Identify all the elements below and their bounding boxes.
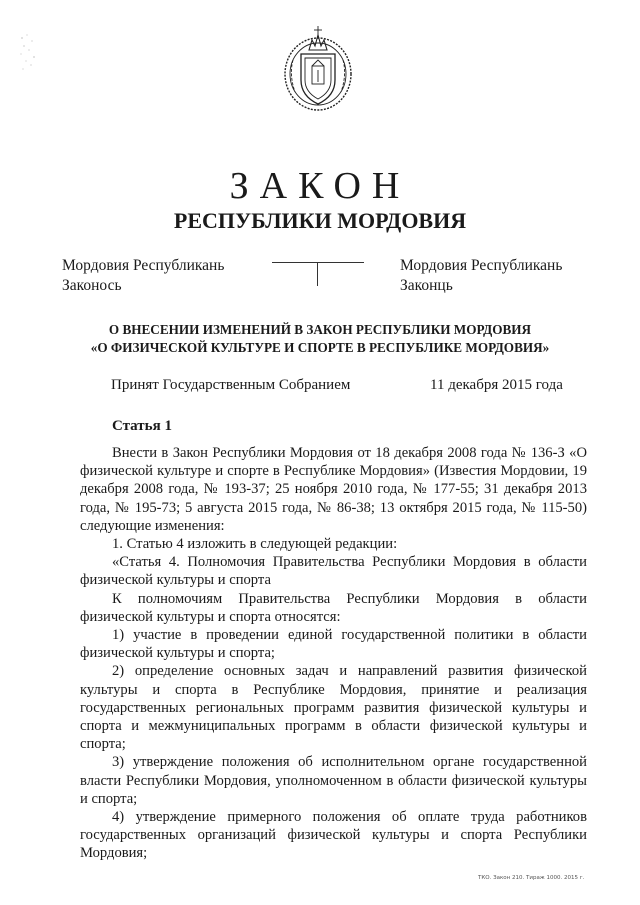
header-left-block [62,256,224,296]
paragraph: Внести в Закон Республики Мордовия от 18 декабря 2008 года № 136-З «О физической культуре и спорте в Республике Мордовия» (Известия Мордовии, 19 декабря 2008 года, № 193-37; 25 ноября 2010 года, № 177-55; 31 декабря 2013 года, № 195-73; 5 августа 2015 года, № 86-38; 13 октября 2015 года, № 115-50) следующие изменения: [80,445,587,534]
header-left-line1: Мордовия Республикань [62,257,225,274]
document-title: ЗАКОН [229,165,411,207]
law-name [60,321,580,357]
paragraph: «Статья 4. Полномочия Правительства Республики Мордовия в области физической культуры и спорта [80,554,587,589]
header-right-line2: Законць [400,277,453,294]
paragraph: 1) участие в проведении единой государственной политики в области физической культуры и спорта; [80,627,587,662]
paragraph: К полномочиям Правительства Республики Мордовия в области физической культуры и спорта относятся: [80,590,587,625]
header-right-line1: Мордовия Республикань [400,257,563,274]
header-right-block [400,256,562,296]
document-subtitle: РЕСПУБЛИКИ МОРДОВИЯ [173,208,467,233]
coat-of-arms-icon [279,20,357,116]
law-name-line1: О ВНЕСЕНИИ ИЗМЕНЕНИЙ В ЗАКОН РЕСПУБЛИКИ МОРДОВИЯ [108,322,532,337]
scan-noise-marks [18,32,48,72]
paragraph: 4) утверждение примерного положения об оплате труда работников государственных организаций физической культуры и спорта Республики Мордовия; [80,809,587,862]
article-body [80,444,587,863]
article-heading: Статья 1 [112,418,172,434]
adoption-date: 11 декабря 2015 года [430,377,563,393]
print-info: ТКО. Закон 210. Тираж 1000. 2015 г. [478,875,585,881]
law-name-line2: «О ФИЗИЧЕСКОЙ КУЛЬТУРЕ И СПОРТЕ В РЕСПУБЛИКЕ МОРДОВИЯ» [90,340,550,355]
adoption-statement: Принят Государственным Собранием [111,377,351,393]
paragraph: 1. Статью 4 изложить в следующей редакции: [112,536,398,553]
paragraph: 2) определение основных задач и направлений развития физической культуры и спорта в Республике Мордовия, принятие и реализация государственных региональных программ развития физической культуры и спорта и межмуниципальных программ в области физической культуры и спорта; [80,663,587,753]
header-left-line2: Законось [62,277,122,294]
paragraph: 3) утверждение положения об исполнительном органе государственной власти Республики Мордовия, уполномоченном в области физической культуры и спорта; [80,754,587,807]
header-divider-vertical [317,262,318,286]
header-divider-horizontal [272,262,364,263]
